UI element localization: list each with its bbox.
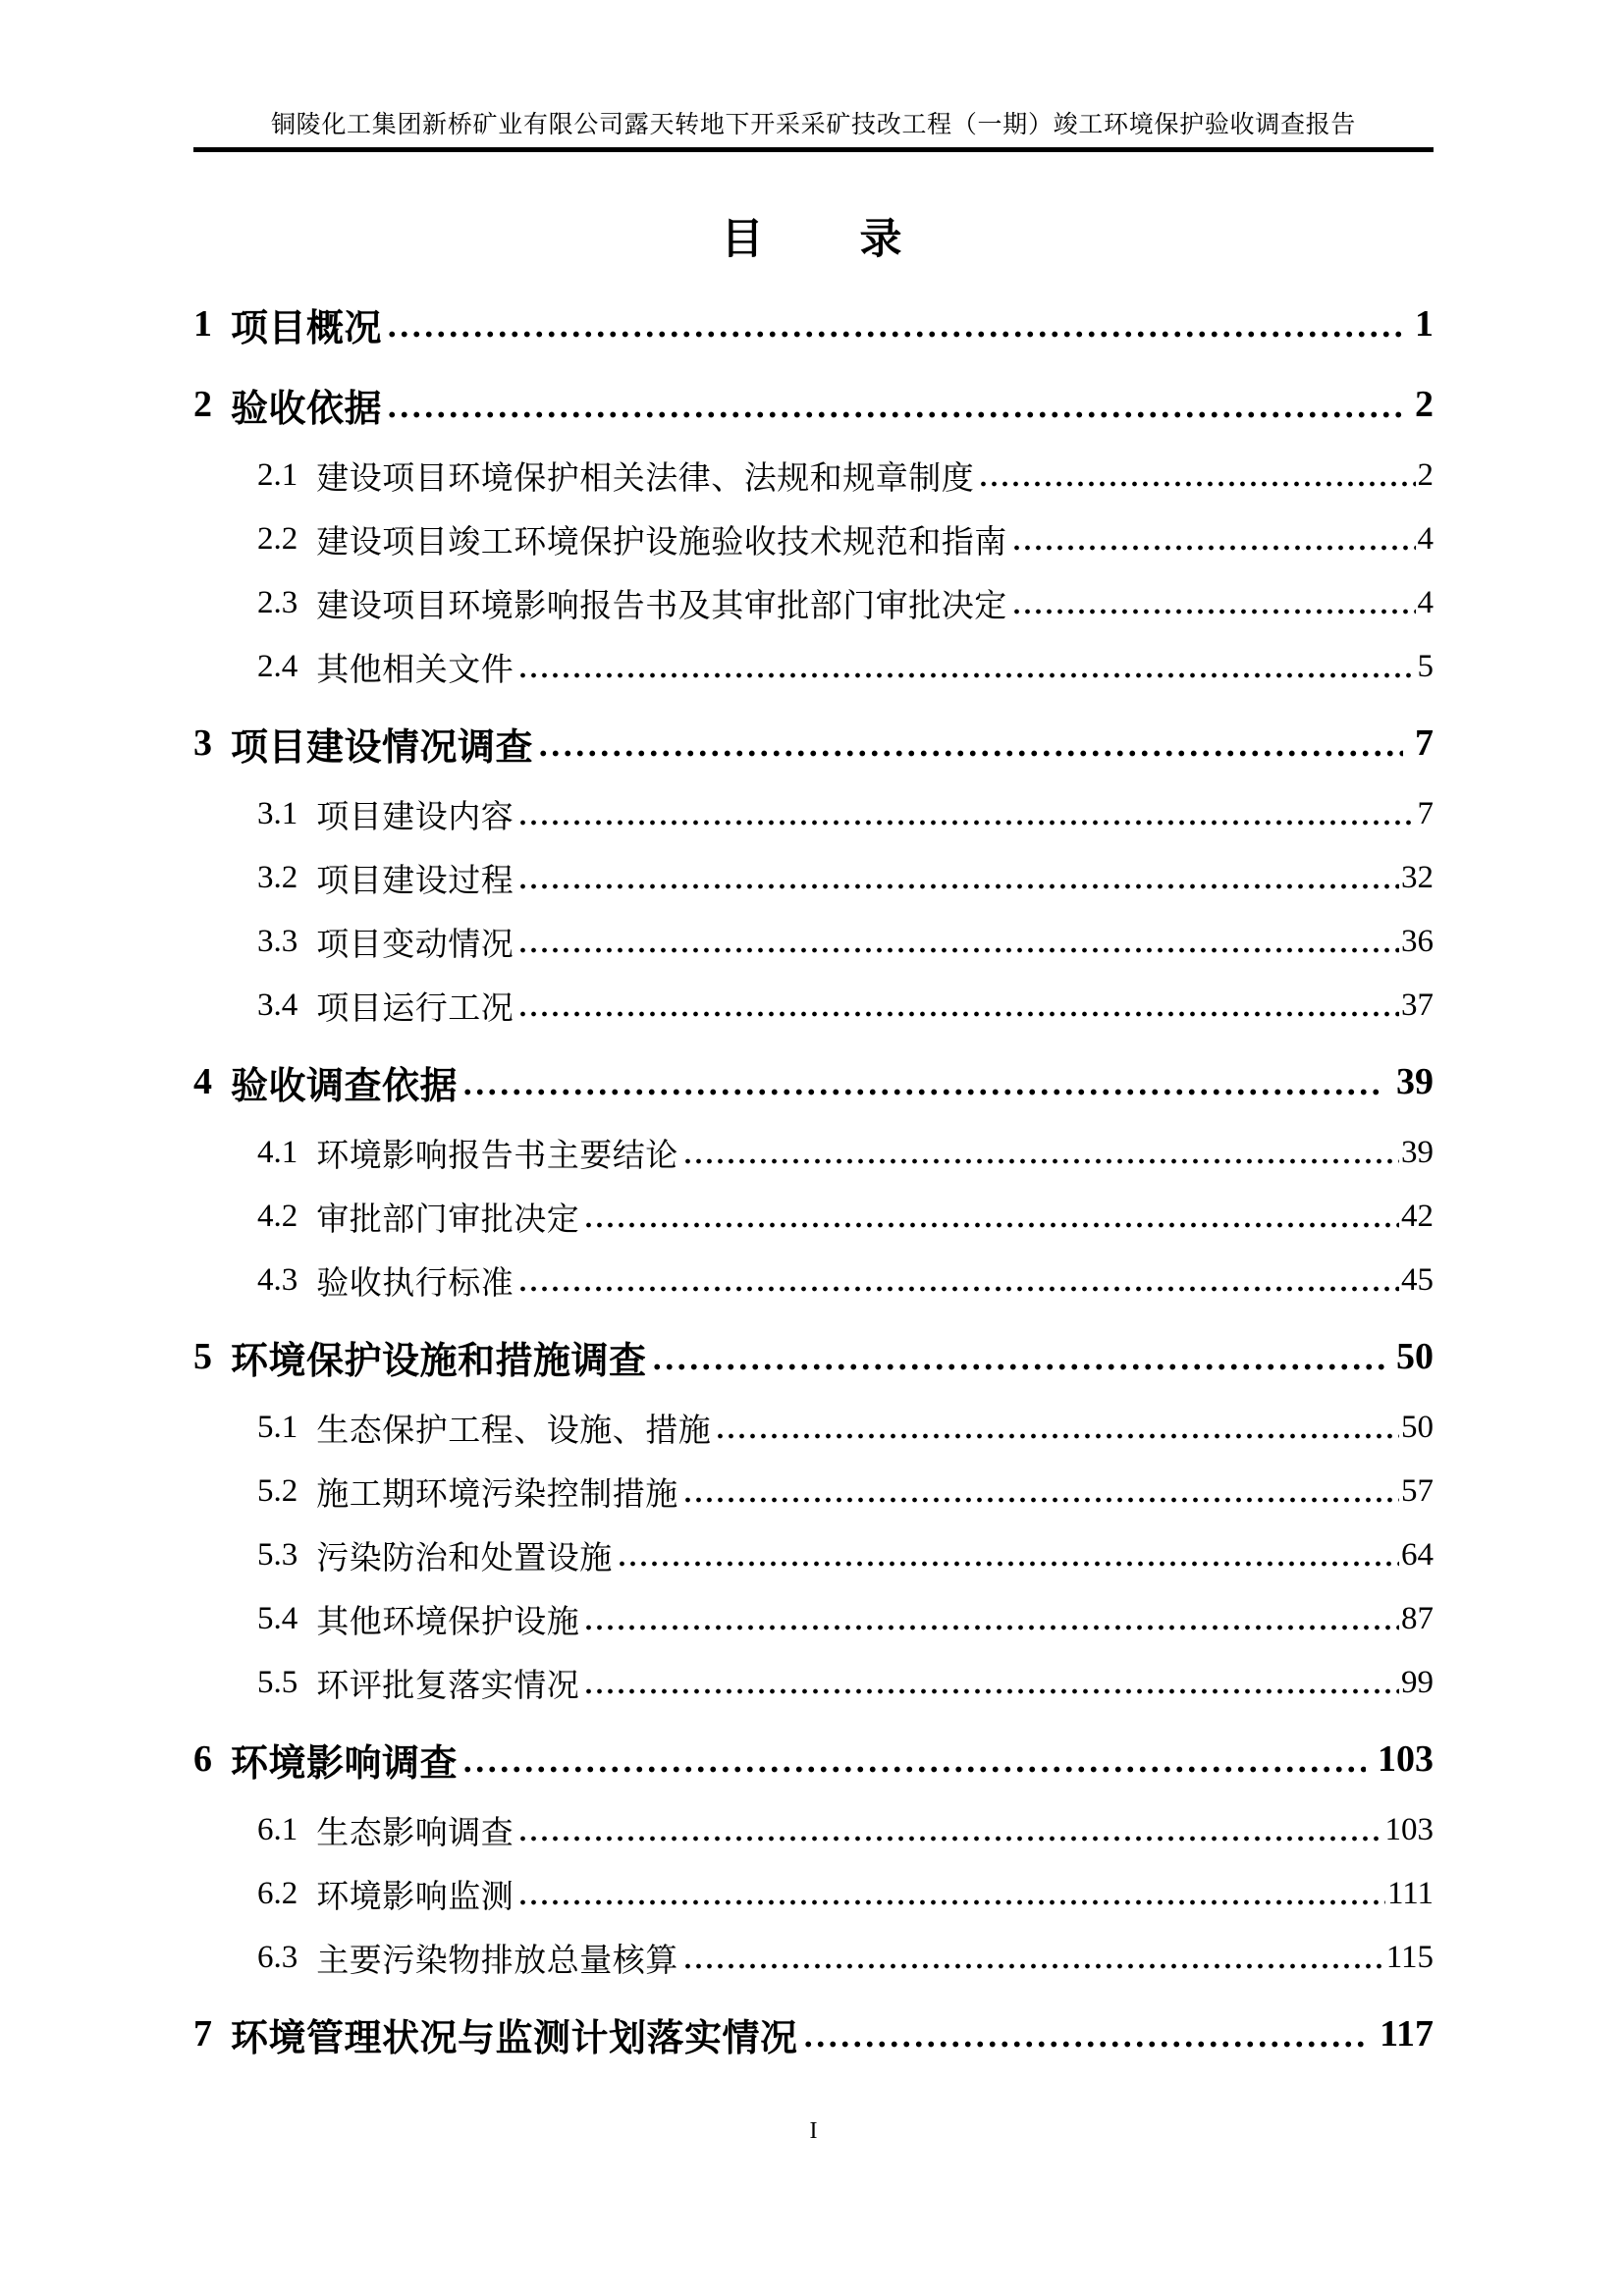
toc-entry [193,1998,1434,2070]
toc-entry-page: 7 [1417,796,1434,831]
dot-leader [461,1764,1366,1775]
toc-entry-label: 建设项目环境影响报告书及其审批部门审批决定 [316,589,1007,624]
dot-leader [802,2039,1369,2050]
toc-entry-label: 生态影响调查 [316,1816,514,1851]
toc-entry-number: 5.1 [257,1410,298,1445]
dot-leader [461,1087,1384,1097]
toc-entry [193,288,1434,360]
toc-entry-page: 37 [1401,988,1434,1023]
toc-entry [193,1396,1434,1460]
toc-entry [193,571,1434,635]
toc-entry [193,635,1434,699]
dot-leader [517,1897,1385,1907]
dot-leader [1011,543,1416,553]
toc-entry-number: 3.2 [257,860,298,895]
toc-entry [193,507,1434,571]
toc-entry-page: 103 [1378,1738,1434,1780]
toc-entry-number: 6.2 [257,1876,298,1911]
dot-leader [682,1156,1399,1166]
dot-leader [517,1284,1399,1294]
dot-leader [517,670,1415,680]
toc-entry [193,1723,1434,1795]
toc-entry-label: 项目变动情况 [316,928,514,963]
footer-page-number: I [809,2118,818,2144]
toc-entry-label: 审批部门审批决定 [316,1202,580,1238]
toc-entry-label: 项目建设过程 [316,864,514,899]
toc-entry-number: 2.1 [257,457,298,493]
toc-entry-label: 施工期环境污染控制措施 [316,1477,678,1513]
toc-entry-label: 项目建设情况调查 [231,726,534,769]
toc-entry-number: 3.3 [257,924,298,959]
dot-leader [517,818,1415,828]
page-footer [193,2119,1434,2143]
toc-entry-page: 50 [1401,1410,1434,1445]
toc-entry-label: 环评批复落实情况 [316,1669,580,1704]
toc-entry [193,444,1434,507]
toc-entry-page: 64 [1401,1537,1434,1573]
toc-list [193,288,1434,2070]
page-header [193,113,1434,152]
toc-entry-label: 验收调查依据 [231,1065,459,1107]
toc-entry-number: 6 [193,1738,212,1780]
header-rule [193,147,1434,152]
dot-leader [978,479,1415,489]
toc-entry-label: 项目建设内容 [316,800,514,835]
dot-leader [715,1431,1399,1441]
toc-entry [193,368,1434,441]
toc-entry-label: 污染防治和处置设施 [316,1541,613,1576]
toc-entry-number: 2.3 [257,585,298,620]
dot-leader [583,1686,1399,1696]
toc-entry [193,1320,1434,1393]
toc-entry-label: 建设项目环境保护相关法律、法规和规章制度 [316,461,975,497]
toc-entry-label: 生态保护工程、设施、措施 [316,1414,712,1449]
toc-entry [193,1798,1434,1862]
toc-entry-number: 2.4 [257,649,298,684]
toc-entry [193,1523,1434,1587]
toc-entry-label: 环境影响调查 [231,1742,459,1785]
toc-entry-page: 87 [1401,1601,1434,1636]
toc-page-title: 目 录 [721,217,906,263]
toc-entry-number: 4.3 [257,1262,298,1298]
toc-entry-label: 建设项目竣工环境保护设施验收技术规范和指南 [316,525,1007,561]
toc-entry-number: 3 [193,722,212,764]
dot-leader [583,1220,1399,1230]
toc-entry [193,1460,1434,1523]
toc-entry-page: 39 [1396,1061,1434,1102]
toc-entry-label: 环境影响监测 [316,1880,514,1915]
toc-entry-label: 环境管理状况与监测计划落实情况 [231,2017,798,2059]
toc-entry-page: 50 [1396,1336,1434,1377]
toc-entry-label: 验收执行标准 [316,1266,514,1302]
toc-entry-number: 4.1 [257,1135,298,1170]
toc-entry-label: 其他环境保护设施 [316,1605,580,1640]
toc-entry-page: 4 [1417,521,1434,557]
toc-entry-page: 32 [1401,860,1434,895]
dot-leader [386,329,1403,340]
toc-entry-page: 111 [1386,1876,1434,1911]
toc-entry [193,707,1434,779]
toc-entry [193,910,1434,974]
dot-leader [682,1961,1384,1971]
toc-entry [193,1862,1434,1926]
dot-leader [682,1495,1399,1505]
toc-entry [193,1045,1434,1118]
toc-entry [193,974,1434,1038]
toc-entry-page: 115 [1385,1940,1434,1975]
toc-entry [193,1185,1434,1249]
dot-leader [517,945,1399,955]
dot-leader [517,1834,1382,1843]
dot-leader [651,1362,1384,1372]
toc-entry-number: 2 [193,384,212,425]
toc-entry [193,1121,1434,1185]
toc-entry-label: 环境保护设施和措施调查 [231,1340,647,1382]
toc-entry-page: 42 [1401,1199,1434,1234]
toc-entry-number: 4.2 [257,1199,298,1234]
toc-entry-page: 57 [1401,1473,1434,1509]
toc-entry-label: 环境影响报告书主要结论 [316,1139,678,1174]
dot-leader [1011,607,1416,616]
toc-entry-label: 主要污染物排放总量核算 [316,1944,678,1979]
toc-entry-number: 5.2 [257,1473,298,1509]
toc-entry-label: 项目概况 [231,307,383,349]
toc-entry-page: 99 [1401,1665,1434,1700]
toc-entry-number: 3.1 [257,796,298,831]
toc-entry-page: 1 [1415,303,1434,345]
toc-entry-number: 3.4 [257,988,298,1023]
toc-entry [193,1587,1434,1651]
toc-entry [193,1249,1434,1312]
report-title-header: 铜陵化工集团新桥矿业有限公司露天转地下开采采矿技改工程（一期）竣工环境保护验收调查报告 [270,112,1357,138]
toc-entry-number: 1 [193,303,212,345]
toc-entry-label: 其他相关文件 [316,653,514,688]
toc-entry-page: 5 [1417,649,1434,684]
toc-entry-number: 2.2 [257,521,298,557]
toc-entry-page: 36 [1401,924,1434,959]
toc-entry-number: 6.1 [257,1812,298,1847]
toc-entry-number: 5.4 [257,1601,298,1636]
dot-leader [537,748,1403,759]
dot-leader [583,1623,1399,1632]
toc-entry [193,1651,1434,1715]
toc-entry-number: 7 [193,2013,212,2055]
toc-entry-page: 39 [1401,1135,1434,1170]
toc-entry-label: 验收依据 [231,388,383,430]
toc-entry-page: 7 [1415,722,1434,764]
toc-entry-page: 117 [1380,2013,1434,2055]
toc-entry-number: 5.3 [257,1537,298,1573]
dot-leader [617,1559,1399,1569]
toc-entry-page: 2 [1417,457,1434,493]
dot-leader [517,1009,1399,1019]
toc-entry [193,1926,1434,1990]
toc-entry [193,782,1434,846]
toc-entry [193,846,1434,910]
toc-entry-number: 5.5 [257,1665,298,1700]
toc-entry-page: 103 [1384,1812,1434,1847]
toc-entry-page: 45 [1401,1262,1434,1298]
dot-leader [386,409,1403,420]
toc-entry-label: 项目运行工况 [316,991,514,1027]
toc-entry-number: 5 [193,1336,212,1377]
toc-entry-page: 4 [1417,585,1434,620]
dot-leader [517,881,1399,891]
toc-entry-number: 6.3 [257,1940,298,1975]
toc-entry-number: 4 [193,1061,212,1102]
toc-entry-page: 2 [1415,384,1434,425]
